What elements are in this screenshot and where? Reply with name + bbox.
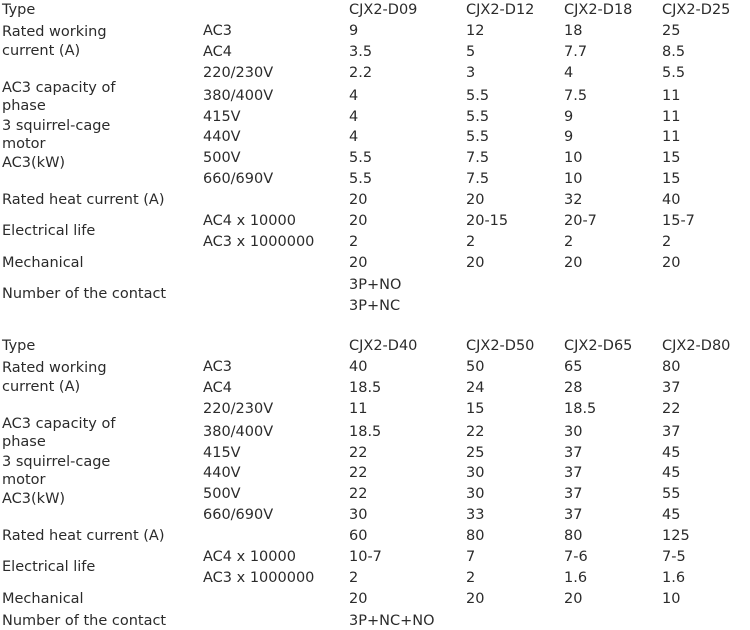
value-cell: 1.6	[564, 570, 588, 586]
value-cell: 22	[349, 465, 368, 481]
value-cell: 7-5	[662, 549, 686, 565]
value-cell: 5.5	[466, 88, 490, 104]
row-label-mechanical: Mechanical	[2, 591, 84, 607]
value-cell: 5.5	[466, 109, 490, 125]
row-label-ac3-capacity: AC3(kW)	[2, 155, 66, 171]
value-cell: 30	[349, 507, 368, 523]
value-cell: 2.2	[349, 65, 373, 81]
row-label-rated-heat-current: Rated heat current (A)	[2, 192, 165, 208]
value-cell: 10	[564, 171, 583, 187]
param-label: 660/690V	[203, 171, 274, 187]
value-cell: 10	[662, 591, 681, 607]
value-cell: 20	[466, 192, 485, 208]
value-cell: 20	[662, 255, 681, 271]
value-cell: 22	[349, 486, 368, 502]
value-cell: 60	[349, 528, 368, 544]
model-header: CJX2-D18	[564, 2, 633, 18]
param-label: AC4	[203, 380, 233, 396]
value-cell: 50	[466, 359, 485, 375]
model-header: CJX2-D65	[564, 338, 633, 354]
row-label-rated-working-current: current (A)	[2, 379, 81, 395]
value-cell: 3	[466, 65, 476, 81]
row-label-ac3-capacity: motor	[2, 136, 46, 152]
value-cell: 20	[349, 192, 368, 208]
value-cell: 10-7	[349, 549, 382, 565]
value-cell: 22	[349, 445, 368, 461]
param-label: 380/400V	[203, 424, 274, 440]
param-label: AC4 x 10000	[203, 549, 296, 565]
value-cell: 5.5	[349, 171, 373, 187]
param-label: AC4 x 10000	[203, 213, 296, 229]
param-label: 440V	[203, 129, 241, 145]
value-cell: 20	[564, 255, 583, 271]
value-cell: 7.5	[466, 171, 490, 187]
value-cell-contacts: 3P+NC	[349, 298, 401, 314]
row-label-electrical-life: Electrical life	[2, 223, 96, 239]
value-cell: 15	[466, 401, 485, 417]
value-cell: 20-15	[466, 213, 509, 229]
value-cell: 18.5	[564, 401, 597, 417]
value-cell: 18.5	[349, 424, 382, 440]
value-cell: 7.7	[564, 44, 588, 60]
value-cell: 125	[662, 528, 690, 544]
param-label: 415V	[203, 109, 241, 125]
row-label-ac3-capacity: phase	[2, 98, 46, 114]
row-label-electrical-life: Electrical life	[2, 559, 96, 575]
value-cell: 10	[564, 150, 583, 166]
value-cell: 25	[662, 23, 681, 39]
value-cell: 40	[662, 192, 681, 208]
value-cell: 7-6	[564, 549, 588, 565]
row-label-ac3-capacity: motor	[2, 472, 46, 488]
model-header: CJX2-D50	[466, 338, 535, 354]
value-cell: 22	[466, 424, 485, 440]
value-cell: 37	[564, 507, 583, 523]
value-cell: 30	[466, 486, 485, 502]
value-cell: 2	[662, 234, 672, 250]
value-cell: 7.5	[466, 150, 490, 166]
row-label-ac3-capacity: 3 squirrel-cage	[2, 454, 111, 470]
value-cell: 2	[349, 570, 359, 586]
row-label-rated-working-current: Rated working	[2, 360, 107, 376]
model-header: CJX2-D09	[349, 2, 418, 18]
value-cell: 11	[662, 88, 681, 104]
value-cell: 11	[662, 109, 681, 125]
value-cell: 2	[564, 234, 574, 250]
value-cell: 2	[466, 234, 476, 250]
value-cell: 28	[564, 380, 583, 396]
value-cell: 1.6	[662, 570, 686, 586]
value-cell: 4	[564, 65, 574, 81]
value-cell: 40	[349, 359, 368, 375]
row-label-rated-heat-current: Rated heat current (A)	[2, 528, 165, 544]
value-cell: 18	[564, 23, 583, 39]
row-label-ac3-capacity: AC3 capacity of	[2, 80, 116, 96]
value-cell: 15	[662, 150, 681, 166]
value-cell: 9	[564, 109, 574, 125]
value-cell: 9	[564, 129, 574, 145]
value-cell-contacts: 3P+NC+NO	[349, 613, 435, 629]
type-label: Type	[2, 338, 36, 354]
value-cell: 9	[349, 23, 359, 39]
value-cell: 15	[662, 171, 681, 187]
model-header: CJX2-D25	[662, 2, 731, 18]
value-cell: 7.5	[564, 88, 588, 104]
value-cell: 30	[564, 424, 583, 440]
value-cell: 4	[349, 109, 359, 125]
row-label-contacts: Number of the contact	[2, 286, 167, 302]
value-cell: 45	[662, 465, 681, 481]
model-header: CJX2-D12	[466, 2, 535, 18]
value-cell: 5.5	[466, 129, 490, 145]
model-header: CJX2-D80	[662, 338, 731, 354]
value-cell: 2	[466, 570, 476, 586]
value-cell: 80	[564, 528, 583, 544]
row-label-rated-working-current: current (A)	[2, 43, 81, 59]
param-label: 220/230V	[203, 65, 274, 81]
param-label: 660/690V	[203, 507, 274, 523]
model-header: CJX2-D40	[349, 338, 418, 354]
row-label-contacts: Number of the contact	[2, 613, 167, 629]
param-label: 500V	[203, 150, 241, 166]
value-cell: 45	[662, 507, 681, 523]
value-cell: 20-7	[564, 213, 597, 229]
value-cell-contacts: 3P+NO	[349, 277, 402, 293]
value-cell: 24	[466, 380, 485, 396]
value-cell: 20	[564, 591, 583, 607]
value-cell: 20	[466, 591, 485, 607]
value-cell: 4	[349, 88, 359, 104]
value-cell: 45	[662, 445, 681, 461]
value-cell: 25	[466, 445, 485, 461]
value-cell: 7	[466, 549, 476, 565]
value-cell: 20	[349, 591, 368, 607]
value-cell: 32	[564, 192, 583, 208]
value-cell: 11	[662, 129, 681, 145]
value-cell: 11	[349, 401, 368, 417]
value-cell: 37	[564, 465, 583, 481]
param-label: 440V	[203, 465, 241, 481]
value-cell: 5.5	[349, 150, 373, 166]
value-cell: 80	[466, 528, 485, 544]
value-cell: 5.5	[662, 65, 686, 81]
param-label: AC3	[203, 23, 233, 39]
value-cell: 20	[349, 213, 368, 229]
value-cell: 15-7	[662, 213, 695, 229]
value-cell: 18.5	[349, 380, 382, 396]
value-cell: 37	[564, 486, 583, 502]
row-label-ac3-capacity: 3 squirrel-cage	[2, 118, 111, 134]
row-label-rated-working-current: Rated working	[2, 24, 107, 40]
value-cell: 37	[564, 445, 583, 461]
value-cell: 65	[564, 359, 583, 375]
value-cell: 4	[349, 129, 359, 145]
value-cell: 8.5	[662, 44, 686, 60]
param-label: 415V	[203, 445, 241, 461]
value-cell: 80	[662, 359, 681, 375]
value-cell: 20	[466, 255, 485, 271]
param-label: AC3	[203, 359, 233, 375]
row-label-mechanical: Mechanical	[2, 255, 84, 271]
param-label: 380/400V	[203, 88, 274, 104]
type-label: Type	[2, 2, 36, 18]
value-cell: 3.5	[349, 44, 373, 60]
param-label: 220/230V	[203, 401, 274, 417]
value-cell: 33	[466, 507, 485, 523]
param-label: AC3 x 1000000	[203, 570, 315, 586]
value-cell: 2	[349, 234, 359, 250]
row-label-ac3-capacity: AC3(kW)	[2, 491, 66, 507]
value-cell: 55	[662, 486, 681, 502]
param-label: AC4	[203, 44, 233, 60]
value-cell: 12	[466, 23, 485, 39]
value-cell: 20	[349, 255, 368, 271]
row-label-ac3-capacity: phase	[2, 434, 46, 450]
value-cell: 30	[466, 465, 485, 481]
value-cell: 37	[662, 380, 681, 396]
value-cell: 5	[466, 44, 476, 60]
param-label: 500V	[203, 486, 241, 502]
value-cell: 22	[662, 401, 681, 417]
row-label-ac3-capacity: AC3 capacity of	[2, 416, 116, 432]
value-cell: 37	[662, 424, 681, 440]
param-label: AC3 x 1000000	[203, 234, 315, 250]
